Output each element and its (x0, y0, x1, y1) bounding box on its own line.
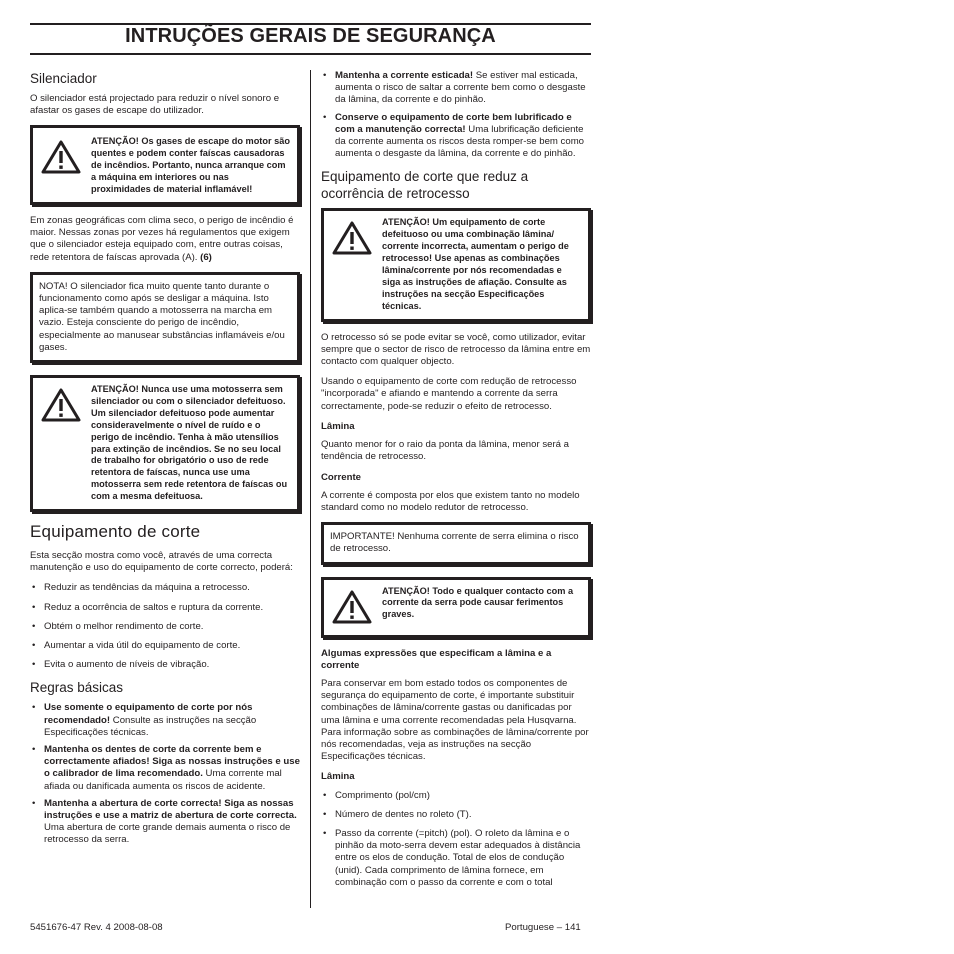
list-item (30, 744, 300, 793)
rule-text: Uma abertura de corte grande demais aumenta o risco de retrocesso da serra. (44, 822, 291, 846)
warning-text-chain-contact: ATENÇÃO! Todo e qualquer contacto com a corrente da serra pode causar ferimentos graves. (382, 585, 574, 620)
list-item: • Passo da corrente (=pitch) (pol). O roleto da lâmina e o pinhão da moto-serra devem estar adequados à distância entre os elos de condução. Total de elos de condução (unid). Cada comprimento de lâmina fornece, em combinação com o passo da corrente e com o total (321, 828, 591, 889)
warning-triangle-icon (330, 217, 382, 260)
rule-emphasis: Mantenha a corrente esticada! (335, 70, 474, 81)
lamina-spec-list (321, 790, 591, 889)
footer-page-number: Portuguese – 141 (505, 922, 581, 933)
figure-reference: (6) (200, 251, 212, 263)
header-bottom-rule (30, 53, 591, 55)
silenciador-paragraph-1: O silenciador está projectado para reduzir o nível sonoro e afastar os gases de escape do utilizador. (30, 93, 280, 117)
rule-text: Consulte as instruções na secção Especificações técnicas. (44, 714, 257, 738)
list-item: • Reduzir as tendências da máquina a retrocesso. (30, 582, 300, 594)
silenciador-heading: Silenciador (30, 71, 97, 86)
list-item: • Obtém o melhor rendimento de corte. (30, 621, 300, 633)
regras-list-continued (321, 70, 591, 160)
retrocesso-heading: Equipamento de corte que reduz a ocorrência de retrocesso (321, 169, 529, 202)
silenciador-paragraph-2 (30, 215, 300, 264)
list-item (321, 112, 591, 161)
silenciador-paragraph-2-text: Em zonas geográficas com clima seco, o perigo de incêndio é maior. Nessas zonas por vezes há regulamentos que exigem que o silenciador esteja equipado com, entre outras coisas, rede retentora de faíscas aprovada (A). (30, 214, 294, 263)
warning-triangle-icon (330, 586, 382, 629)
list-item: • Comprimento (pol/cm) (321, 790, 591, 802)
warning-box-exhaust (30, 125, 300, 205)
rule-text: Se estiver mal esticada, aumenta o risco de saltar a corrente bem como o desgaste da lâmina, da corrente e do pinhão. (335, 70, 586, 106)
warning-text-silencer: ATENÇÃO! Nunca use uma motosserra sem silenciador ou com o silenciador defeituoso. Um silenciador defeituoso pode aumentar consideravelmente o nível de ruído e o perigo de incêndio. Tenha à mão utensílios para extinção de incêndios. Se no seu local de trabalho for obrigatório o uso de rede retentora de faíscas, nunca use uma motosserra sem rede retentora de faíscas ou com a mesma defeituosa. (91, 383, 288, 502)
corrente-paragraph: A corrente é composta por elos que existem tanto no modelo standard como no modelo redutor de retrocesso. (321, 489, 580, 513)
list-item: • Número de dentes no roleto (T). (321, 809, 591, 821)
rule-emphasis: Mantenha a abertura de corte correcta! Siga as nossas instruções e use a matriz de abertura de corte correcta. (44, 797, 297, 822)
retrocesso-paragraph-2: Usando o equipamento de corte com redução de retrocesso "incorporada" e afiando e mantendo a corrente da serra correctamente, pode-se reduzir o efeito de retrocesso. (321, 376, 577, 412)
expressoes-paragraph: Para conservar em bom estado todos os componentes de segurança do equipamento de corte, é importante substituir combinações de lâmina/corrente gastas ou danificadas por uma lâmina e uma corrente recomendadas pela Husqvarna. Para informação sobre as combinações de lâmina/corrente por nós recomendadas, veja as instruções na secção Especificações técnicas. (321, 677, 589, 763)
right-column (321, 70, 591, 897)
equipamento-intro: Esta secção mostra como você, através de uma correcta manutenção e uso do equipamento de corte correcto, poderá: (30, 550, 293, 574)
warning-text-kickback-equipment: ATENÇÃO! Um equipamento de corte defeituoso ou uma combinação lâmina/ corrente incorrecta, aumentam o perigo de retrocesso! Use apenas as combinações lâmina/corrente por nós recomendadas e siga as instruções de afiação. Consulte as instruções na secção Especificações técnicas. (382, 217, 569, 311)
warning-box-chain-contact (321, 577, 591, 638)
footer-doc-id: 5451676-47 Rev. 4 2008-08-08 (30, 922, 163, 933)
equipamento-heading: Equipamento de corte (30, 522, 201, 542)
list-item (321, 70, 591, 107)
regras-heading: Regras básicas (30, 680, 124, 696)
equipamento-list (30, 582, 300, 671)
note-box-important: IMPORTANTE! Nenhuma corrente de serra elimina o risco de retrocesso. (321, 522, 591, 564)
rule-emphasis: Conserve o equipamento de corte bem lubrificado e com a manutenção correcta! (335, 111, 572, 135)
warning-triangle-icon (39, 384, 91, 427)
page-title: INTRUÇÕES GERAIS DE SEGURANÇA (125, 25, 496, 47)
list-item (30, 798, 300, 847)
warning-box-silencer (30, 375, 300, 512)
rule-emphasis: Mantenha os dentes de corte da corrente bem e correctamente afiados! Siga as nossas instruções e use o calibrador de lima recomendado. (44, 744, 300, 780)
left-column (30, 70, 300, 855)
warning-triangle-icon (39, 136, 91, 179)
warning-text-exhaust: ATENÇÃO! Os gases de escape do motor são quentes e podem conter faíscas causadoras de incêndios. Portanto, nunca arranque com a máquina em interiores ou nas proximidades de material inflamável! (91, 136, 290, 195)
lamina-paragraph: Quanto menor for o raio da ponta da lâmina, menor será a tendência de retrocesso. (321, 439, 569, 463)
lamina-spec-label: Lâmina (321, 771, 355, 783)
list-item: • Reduz a ocorrência de saltos e ruptura da corrente. (30, 602, 300, 614)
warning-box-kickback-equipment (321, 208, 591, 321)
regras-list (30, 702, 300, 846)
list-item: • Aumentar a vida útil do equipamento de corte. (30, 640, 300, 652)
list-item (30, 702, 300, 739)
lamina-label: Lâmina (321, 420, 355, 432)
rule-emphasis: Use somente o equipamento de corte por nós recomendado! (44, 702, 253, 726)
rule-text: Uma corrente mal afiada ou danificada aumenta os riscos de acidente. (44, 768, 282, 792)
corrente-label: Corrente (321, 471, 361, 483)
column-divider (310, 70, 311, 908)
list-item: • Evita o aumento de níveis de vibração. (30, 659, 300, 671)
note-box-hot-silencer: NOTA! O silenciador fica muito quente tanto durante o funcionamento como após se desligar a máquina. Isto aplica-se também quando a motosserra na marcha em vazio. Esteja consciente do perigo de incêndio, especialmente ao manusear substâncias inflamáveis e/ou gases. (30, 272, 300, 363)
rule-text: Uma lubrificação deficiente da corrente aumenta os riscos desta romper-se bem como aumenta o desgaste da lâmina, da corrente e do pinhão. (335, 123, 585, 160)
retrocesso-paragraph-1: O retrocesso só se pode evitar se você, como utilizador, evitar sempre que o sector de risco de retrocesso da lâmina entre em contacto com qualquer objecto. (321, 331, 591, 368)
expressoes-label: Algumas expressões que especificam a lâmina e a corrente (321, 647, 552, 671)
